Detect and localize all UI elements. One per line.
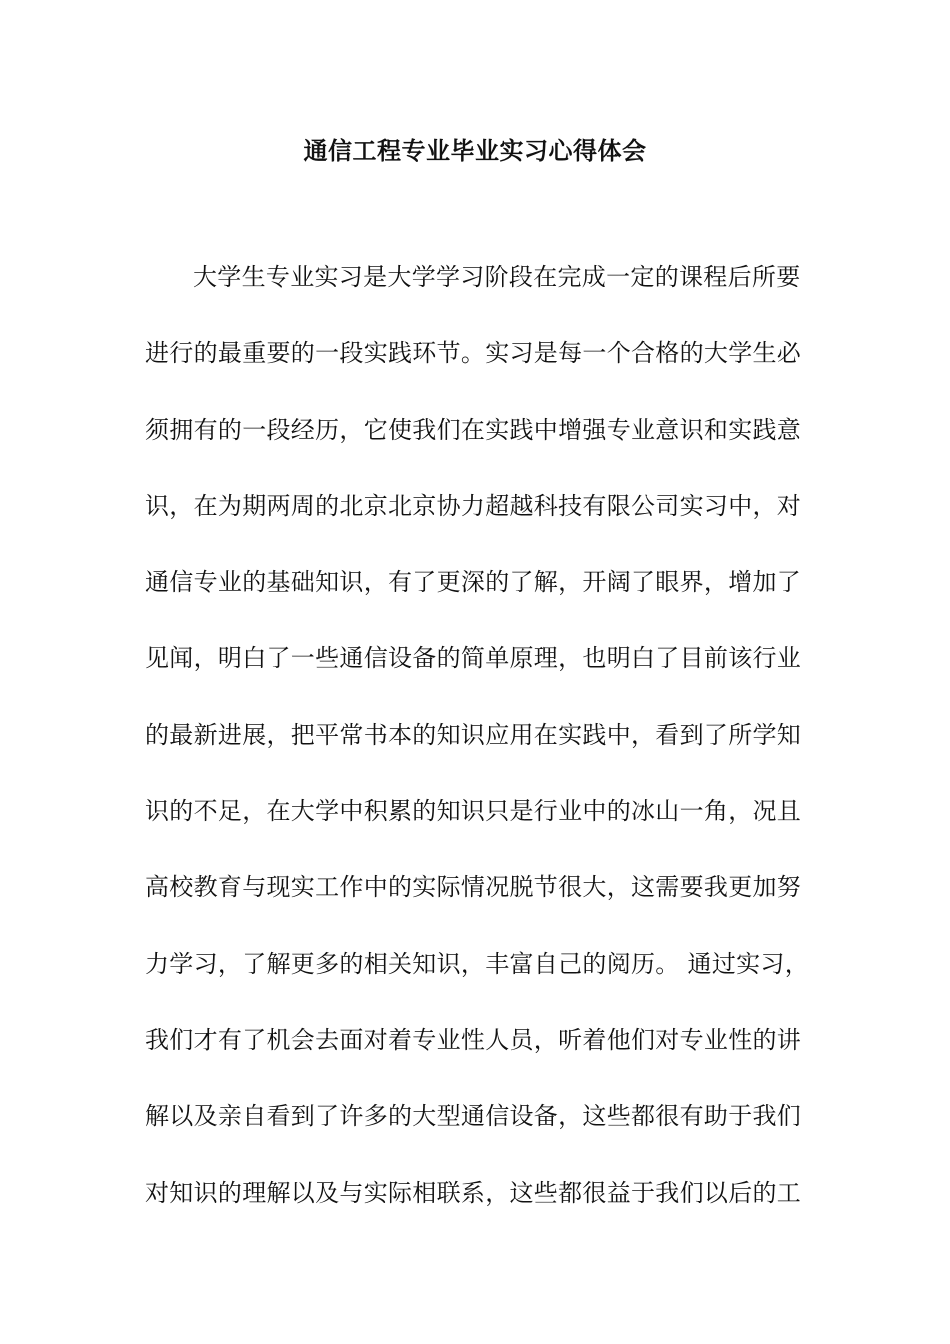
document-title: 通信工程专业毕业实习心得体会: [303, 137, 647, 165]
paragraph-line: 解以及亲自看到了许多的大型通信设备，这些都很有助于我们: [145, 1102, 802, 1131]
paragraph-line: 我们才有了机会去面对着专业性人员，听着他们对专业性的讲: [145, 1025, 802, 1054]
paragraph-line: 见闻，明白了一些通信设备的简单原理，也明白了目前该行业: [145, 644, 802, 673]
paragraph-line: 进行的最重要的一段实践环节。实习是每一个合格的大学生必: [145, 339, 802, 368]
paragraph-line: 通信专业的基础知识，有了更深的了解，开阔了眼界，增加了: [145, 568, 802, 597]
document-body: [145, 257, 810, 1249]
paragraph-line: 高校教育与现实工作中的实际情况脱节很大，这需要我更加努: [145, 873, 802, 902]
paragraph-line: 对知识的理解以及与实际相联系，这些都很益于我们以后的工: [145, 1178, 802, 1207]
paragraph-line: 须拥有的一段经历，它使我们在实践中增强专业意识和实践意: [145, 415, 802, 444]
paragraph-line: 力学习，了解更多的相关知识，丰富自己的阅历。 通过实习，: [145, 949, 810, 978]
paragraph-line: 识，在为期两周的北京北京协力超越科技有限公司实习中，对: [145, 491, 802, 520]
paragraph-line: 识的不足，在大学中积累的知识只是行业中的冰山一角，况且: [145, 797, 802, 826]
paragraph-line: 大学生专业实习是大学学习阶段在完成一定的课程后所要: [193, 263, 801, 291]
paragraph-line: 的最新进展，把平常书本的知识应用在实践中，看到了所学知: [145, 720, 802, 749]
